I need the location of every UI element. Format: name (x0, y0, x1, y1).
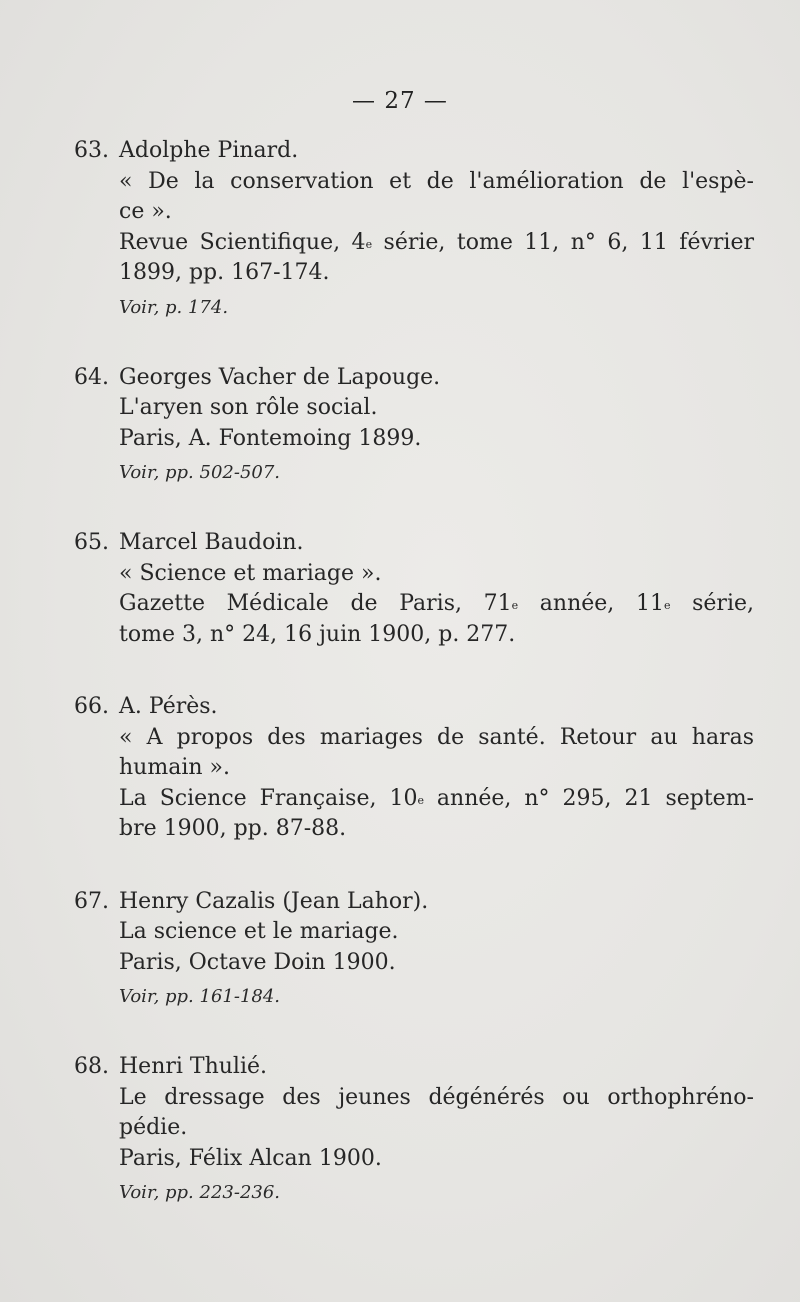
entry-title-line: « Science et mariage ». (119, 560, 382, 586)
entry-title-line: « De la conservation et de l'amélioration de l'espè- (119, 168, 754, 194)
entry-number: 64. (74, 364, 109, 390)
entry-source-line: Paris, Octave Doin 1900. (119, 949, 396, 975)
entry-note: Voir, p. 174. (119, 296, 229, 318)
entry-source-line: Gazette Médicale de Paris, 71e année, 11e série, (119, 591, 754, 616)
entry-source-line: Paris, A. Fontemoing 1899. (119, 425, 422, 451)
entry-author: Georges Vacher de Lapouge. (119, 364, 441, 390)
entry-title-line: ce ». (119, 199, 172, 224)
entry-number: 63. (74, 138, 109, 163)
entry-source-line: Paris, Félix Alcan 1900. (119, 1145, 382, 1171)
entry-source-line: 1899, pp. 167-174. (119, 260, 330, 285)
entry-author: Henry Cazalis (Jean Lahor). (119, 888, 429, 914)
entry-title-line: « A propos des mariages de santé. Retour au haras (119, 724, 754, 750)
entry-author: Henri Thulié. (119, 1054, 268, 1079)
entry-title-line: pédie. (119, 1115, 188, 1140)
entry-source-line: Revue Scientifique, 4e série, tome 11, n° 6, 11 février (119, 229, 754, 255)
entry-number: 68. (74, 1054, 109, 1079)
entry-source-line: tome 3, n° 24, 16 juin 1900, p. 277. (119, 621, 516, 647)
bibliography-list (74, 136, 754, 1248)
entry-title-line: L'aryen son rôle social. (119, 395, 378, 420)
bibliography-entry-65 (74, 528, 754, 650)
bibliography-entry-63 (74, 136, 754, 321)
bibliography-entry-67 (74, 887, 754, 1011)
entry-number: 65. (74, 530, 109, 555)
entry-title-line: La science et le mariage. (119, 919, 399, 944)
entry-author: Marcel Baudoin. (119, 530, 304, 555)
entry-note: Voir, pp. 502-507. (119, 462, 281, 483)
bibliography-entry-68 (74, 1052, 754, 1206)
bibliography-entry-66 (74, 692, 754, 845)
entry-note: Voir, pp. 161-184. (119, 986, 281, 1007)
entry-source-line: La Science Française, 10e année, n° 295, 21 septem- (119, 785, 754, 811)
bibliography-entry-64 (74, 363, 754, 487)
entry-note: Voir, pp. 223-236. (119, 1182, 281, 1203)
entry-title-line: humain ». (119, 755, 230, 780)
entry-author: A. Pérès. (119, 694, 218, 719)
entry-author: Adolphe Pinard. (119, 138, 299, 163)
entry-number: 66. (74, 694, 109, 719)
page-number: — 27 — (352, 88, 448, 114)
entry-number: 67. (74, 888, 109, 914)
entry-title-line: Le dressage des jeunes dégénérés ou orthophréno- (119, 1084, 754, 1110)
entry-source-line: bre 1900, pp. 87-88. (119, 816, 347, 841)
